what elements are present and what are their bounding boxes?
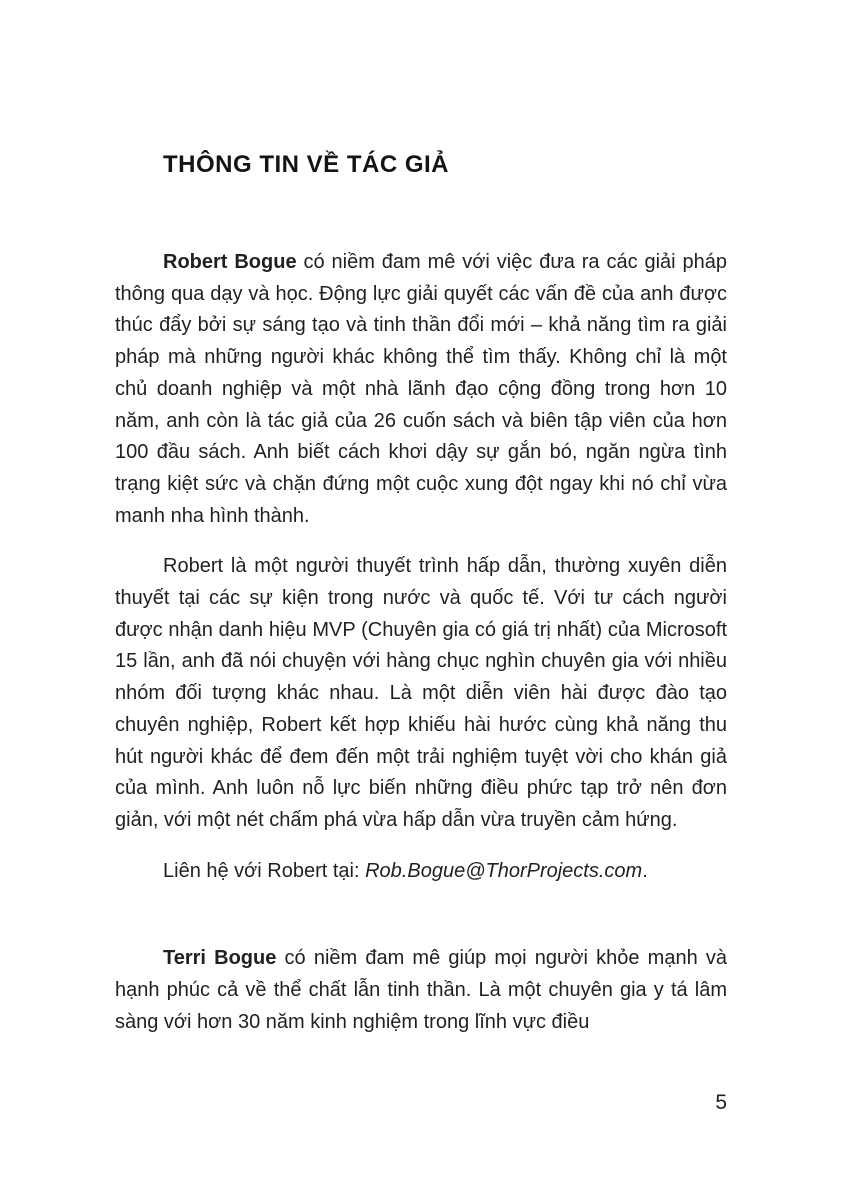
author-name-robert: Robert Bogue (163, 251, 297, 273)
paragraph-contact (115, 856, 727, 888)
author-name-terri: Terri Bogue (163, 947, 277, 970)
paragraph-terri-intro (115, 943, 727, 1038)
paragraph-robert-speaker-text: Robert là một người thuyết trình hấp dẫn, thường xuyên diễn thuyết tại các sự kiện trong nước và quốc tế. Với tư cách người được nhận danh hiệu MVP (Chuyên gia có giá trị nhất) của Microsoft 15 lần, anh đã nói chuyện với hàng chục nghìn chuyên gia với nhiều nhóm đối tượng khác nhau. Là một diễn viên hài được đào tạo chuyên nghiệp, Robert kết hợp khiếu hài hước cùng khả năng thu hút người khác để đem đến một trải nghiệm tuyệt vời cho khán giả của mình. Anh luôn nỗ lực biến những điều phức tạp trở nên đơn giản, với một nét chấm phá vừa hấp dẫn vừa truyền cảm hứng. (115, 555, 727, 831)
page-content (115, 0, 727, 1038)
paragraph-robert-intro-text: có niềm đam mê với việc đưa ra các giải pháp thông qua dạy và học. Động lực giải quyết các vấn đề của anh được thúc đẩy bởi sự sáng tạo và tinh thần đổi mới – khả năng tìm ra giải pháp mà những người khác không thể tìm thấy. Không chỉ là một chủ doanh nghiệp và một nhà lãnh đạo cộng đồng trong hơn 10 năm, anh còn là tác giả của 26 cuốn sách và biên tập viên của hơn 100 đầu sách. Anh biết cách khơi dậy sự gắn bó, ngăn ngừa tình trạng kiệt sức và chặn đứng một cuộc xung đột ngay khi nó chỉ vừa manh nha hình thành. (115, 251, 728, 527)
page-number: 5 (715, 1091, 727, 1114)
page-title: THÔNG TIN VỀ TÁC GIẢ (163, 151, 449, 178)
contact-email: Rob.Bogue@ThorProjects.com (365, 859, 643, 882)
contact-suffix: . (642, 859, 648, 882)
contact-prefix: Liên hệ với Robert tại: (163, 859, 366, 882)
paragraph-robert-speaker (115, 551, 727, 836)
paragraph-robert-intro (115, 247, 727, 532)
paragraph-terri-intro-text: có niềm đam mê giúp mọi người khỏe mạnh và hạnh phúc cả về thể chất lẫn tinh thần. Là một chuyên gia y tá lâm sàng với hơn 30 năm kinh nghiệm trong lĩnh vực điều (115, 947, 727, 1033)
